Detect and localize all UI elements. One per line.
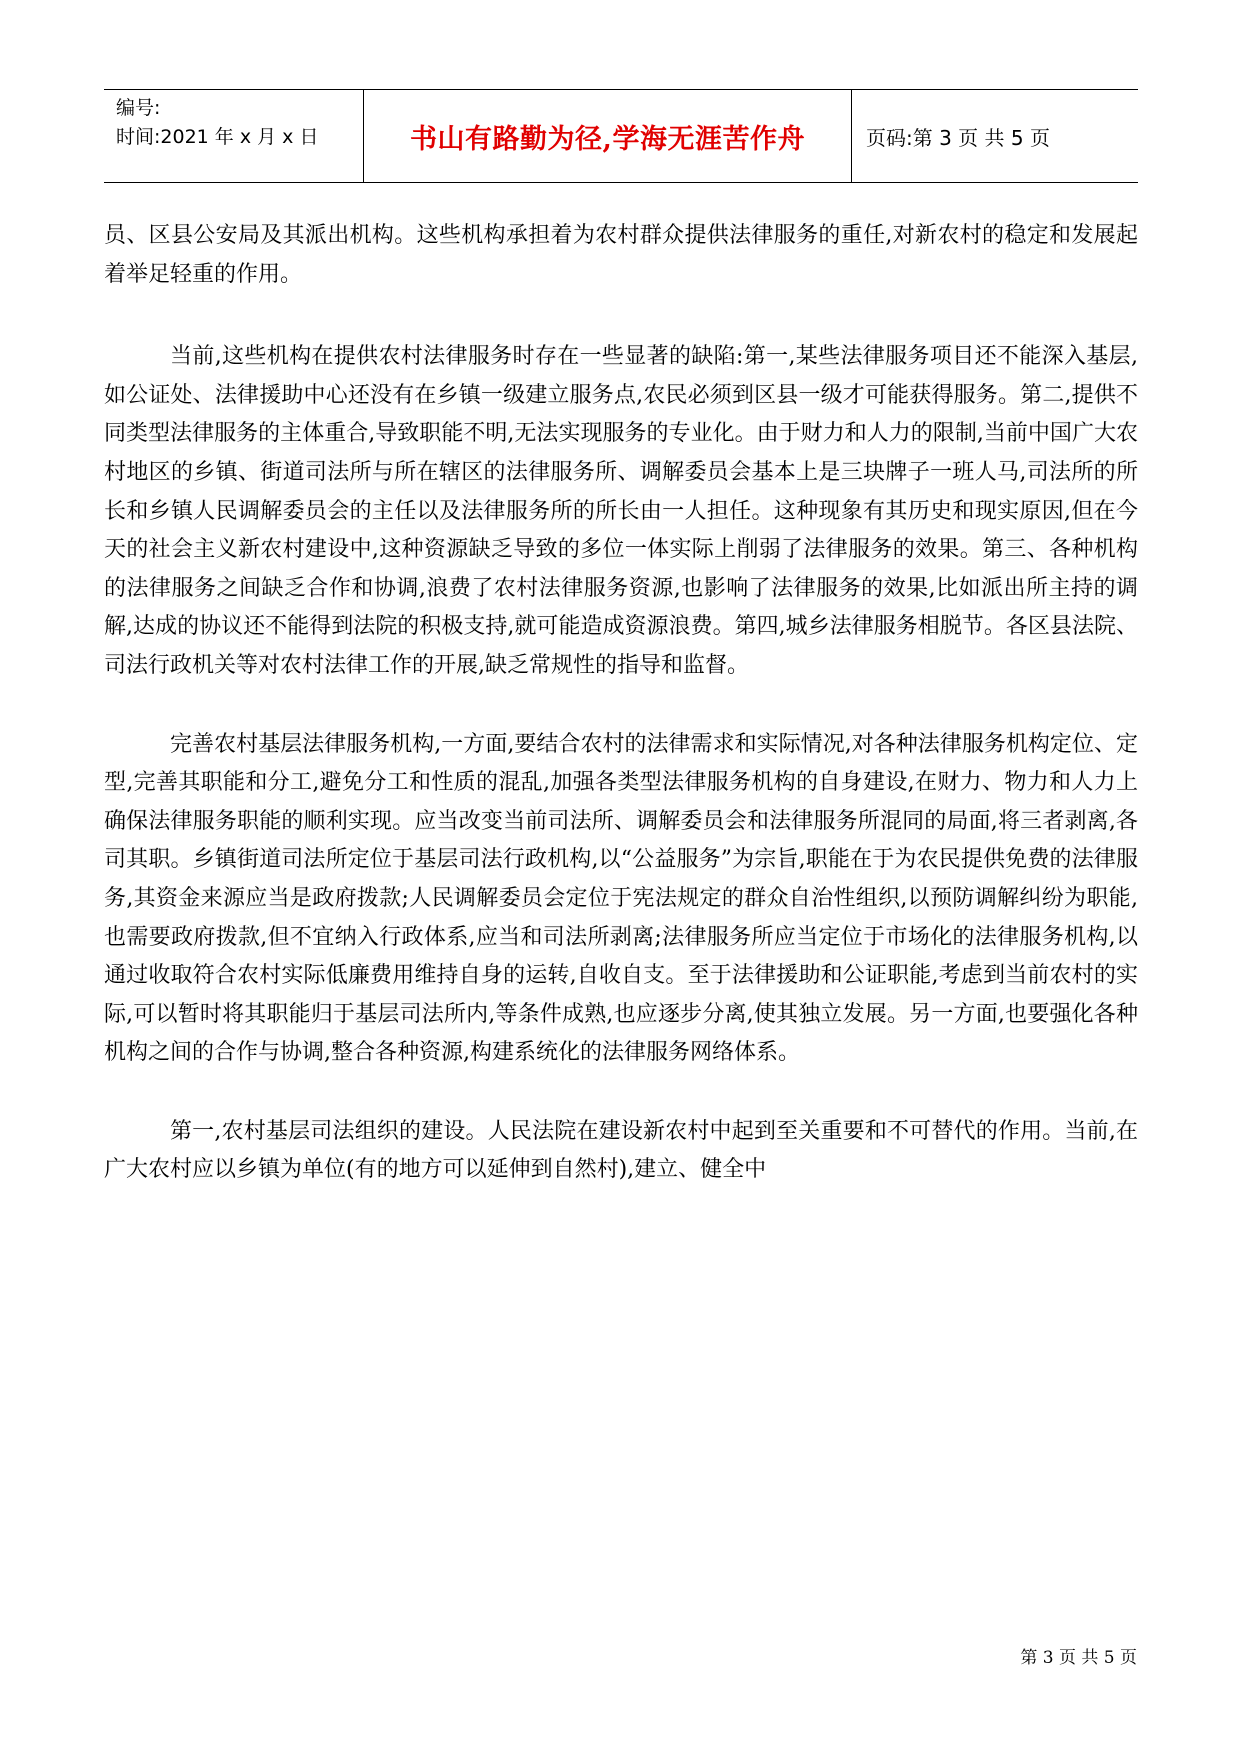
paragraph-improvement: 完善农村基层法律服务机构,一方面,要结合农村的法律需求和实际情况,对各种法律服务机构定位、定型,完善其职能和分工,避免分工和性质的混乱,加强各类型法律服务机构的自身建设,在财力、物力和人力上确保法律服务职能的顺利实现。应当改变当前司法所、调解委员会和法律服务所混同的局面,将三者剥离,各司其职。乡镇街道司法所定位于基层司法行政机构,以“公益服务”为宗旨,职能在于为农民提供免费的法律服务,其资金来源应当是政府拨款;人民调解委员会定位于宪法规定的群众自治性组织,以预防调解纠纷为职能,也需要政府拨款,但不宜纳入行政体系,应当和司法所剥离;法律服务所应当定位于市场化的法律服务机构,以通过收取符合农村实际低廉费用维持自身的运转,自收自支。至于法律援助和公证职能,考虑到当前农村的实际,可以暂时将其职能归于基层司法所内,等条件成熟,也应逐步分离,使其独立发展。另一方面,也要强化各种机构之间的合作与协调,整合各种资源,构建系统化的法律服务网络体系。 bbox=[104, 731, 1138, 1066]
header-page-number: 页码:第 3 页 共 5 页 bbox=[866, 125, 1050, 150]
document-time-label: 时间:2021 年 x 月 x 日 bbox=[116, 126, 319, 148]
header-motto: 书山有路勤为径,学海无涯苦作舟 bbox=[410, 123, 805, 155]
paragraph-continuation: 员、区县公安局及其派出机构。这些机构承担着为农村群众提供法律服务的重任,对新农村的稳定和发展起着举足轻重的作用。 bbox=[104, 223, 1138, 287]
page-footer: 第 3 页 共 5 页 bbox=[1020, 1648, 1137, 1668]
document-number-label: 编号: bbox=[116, 97, 161, 119]
paragraph-deficiencies: 当前,这些机构在提供农村法律服务时存在一些显著的缺陷:第一,某些法律服务项目还不能深入基层,如公证处、法律援助中心还没有在乡镇一级建立服务点,农民必须到区县一级才可能获得服务。第二,提供不同类型法律服务的主体重合,导致职能不明,无法实现服务的专业化。由于财力和人力的限制,当前中国广大农村地区的乡镇、街道司法所与所在辖区的法律服务所、调解委员会基本上是三块牌子一班人马,司法所的所长和乡镇人民调解委员会的主任以及法律服务所的所长由一人担任。这种现象有其历史和现实原因,但在今天的社会主义新农村建设中,这种资源缺乏导致的多位一体实际上削弱了法律服务的效果。第三、各种机构的法律服务之间缺乏合作和协调,浪费了农村法律服务资源,也影响了法律服务的效果,比如派出所主持的调解,达成的协议还不能得到法院的积极支持,就可能造成资源浪费。第四,城乡法律服务相脱节。各区县法院、司法行政机关等对农村法律工作的开展,缺乏常规性的指导和监督。 bbox=[104, 344, 1138, 678]
header-page-cell bbox=[852, 90, 1138, 182]
paragraph-judicial-organization: 第一,农村基层司法组织的建设。人民法院在建设新农村中起到至关重要和不可替代的作用。当前,在广大农村应以乡镇为单位(有的地方可以延伸到自然村),建立、健全中 bbox=[104, 1118, 1138, 1183]
document-header bbox=[104, 89, 1138, 183]
header-motto-cell bbox=[364, 90, 852, 182]
document-body bbox=[104, 217, 1138, 1230]
header-info-cell bbox=[104, 90, 364, 182]
